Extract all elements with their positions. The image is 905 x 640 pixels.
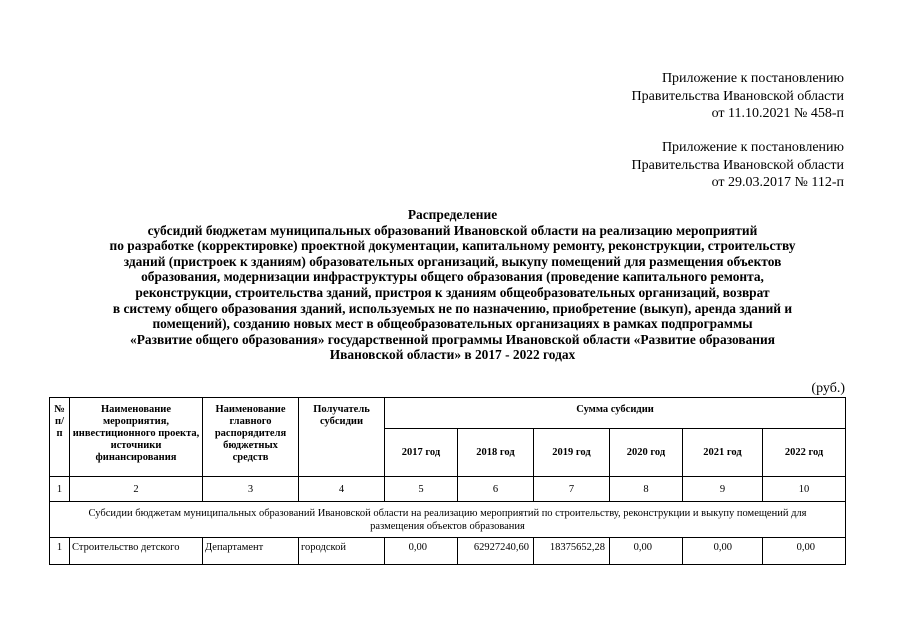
header-year: 2019 год: [534, 429, 610, 477]
column-number: 10: [763, 477, 846, 502]
annex-reference-1: [632, 70, 844, 123]
table-row: [50, 538, 846, 565]
title-line: помещений), созданию новых мест в общеобразовательных организациях в рамках подпрограммы: [152, 316, 753, 332]
row-amount: 62927240,60: [458, 538, 534, 565]
row-amount: 0,00: [763, 538, 846, 565]
title-line: образования, модернизации инфраструктуры общего образования (проведение капитального ремонта,: [141, 269, 764, 285]
annex-line: от 11.10.2021 № 458-п: [711, 106, 844, 121]
header-num: № п/п: [50, 398, 70, 477]
header-recipient: Получатель субсидии: [299, 398, 385, 477]
annex-line: Приложение к постановлению: [661, 71, 844, 86]
row-amount: 0,00: [683, 538, 763, 565]
column-number: 8: [610, 477, 683, 502]
header-sum: Сумма субсидии: [385, 398, 846, 429]
subsidy-table: [49, 397, 846, 565]
header-admin: Наименование главного распорядителя бюджетных средств: [203, 398, 299, 477]
title-line: в систему общего образования зданий, используемых не по назначению, приобретение (выкуп), аренда зданий и: [112, 300, 793, 316]
section-title: Субсидии бюджетам муниципальных образований Ивановской области на реализацию мероприятий по строительству, реконструкции и выкупу помещений для размещения объектов образования: [50, 502, 846, 538]
currency-unit: (руб.): [811, 381, 845, 396]
column-number: 4: [299, 477, 385, 502]
column-number: 1: [50, 477, 70, 502]
title-line: по разработке (корректировке) проектной документации, капитальному ремонту, реконструкции, строительству: [109, 238, 796, 254]
document-title: [40, 207, 865, 363]
column-number: 7: [534, 477, 610, 502]
header-year: 2021 год: [683, 429, 763, 477]
header-row: [50, 398, 846, 429]
header-year: 2020 год: [610, 429, 683, 477]
section-row: [50, 502, 846, 538]
header-year: 2022 год: [763, 429, 846, 477]
annex-reference-2: [632, 139, 844, 192]
row-recipient: городской: [299, 538, 385, 565]
annex-line: Приложение к постановлению: [661, 140, 844, 155]
column-number: 5: [385, 477, 458, 502]
row-amount: 18375652,28: [534, 538, 610, 565]
column-number: 3: [203, 477, 299, 502]
row-measure: Строительство детского: [70, 538, 203, 565]
column-number: 6: [458, 477, 534, 502]
row-admin: Департамент: [203, 538, 299, 565]
title-line: «Развитие общего образования» государственной программы Ивановской области «Развитие образования: [130, 331, 775, 347]
row-amount: 0,00: [385, 538, 458, 565]
row-num: 1: [50, 538, 70, 565]
column-number: 9: [683, 477, 763, 502]
annex-line: Правительства Ивановской области: [631, 157, 844, 173]
title-line: реконструкции, строительства зданий, пристроя к зданиям общеобразовательных организаций, возврат: [135, 284, 770, 300]
title-line: Распределение: [407, 207, 498, 222]
title-line: зданий (пристроек к зданиям) образовательных организаций, выкупу помещений для размещения объектов: [123, 253, 782, 269]
title-line: субсидий бюджетам муниципальных образований Ивановской области на реализацию мероприятий: [147, 222, 758, 238]
header-year: 2018 год: [458, 429, 534, 477]
column-number-row: [50, 477, 846, 502]
annex-line: Правительства Ивановской области: [631, 88, 844, 104]
header-year: 2017 год: [385, 429, 458, 477]
title-line: Ивановской области» в 2017 - 2022 годах: [329, 347, 576, 363]
annex-line: от 29.03.2017 № 112-п: [711, 175, 844, 190]
row-amount: 0,00: [610, 538, 683, 565]
column-number: 2: [70, 477, 203, 502]
header-measure: Наименование мероприятия, инвестиционного проекта, источники финансирования: [70, 398, 203, 477]
